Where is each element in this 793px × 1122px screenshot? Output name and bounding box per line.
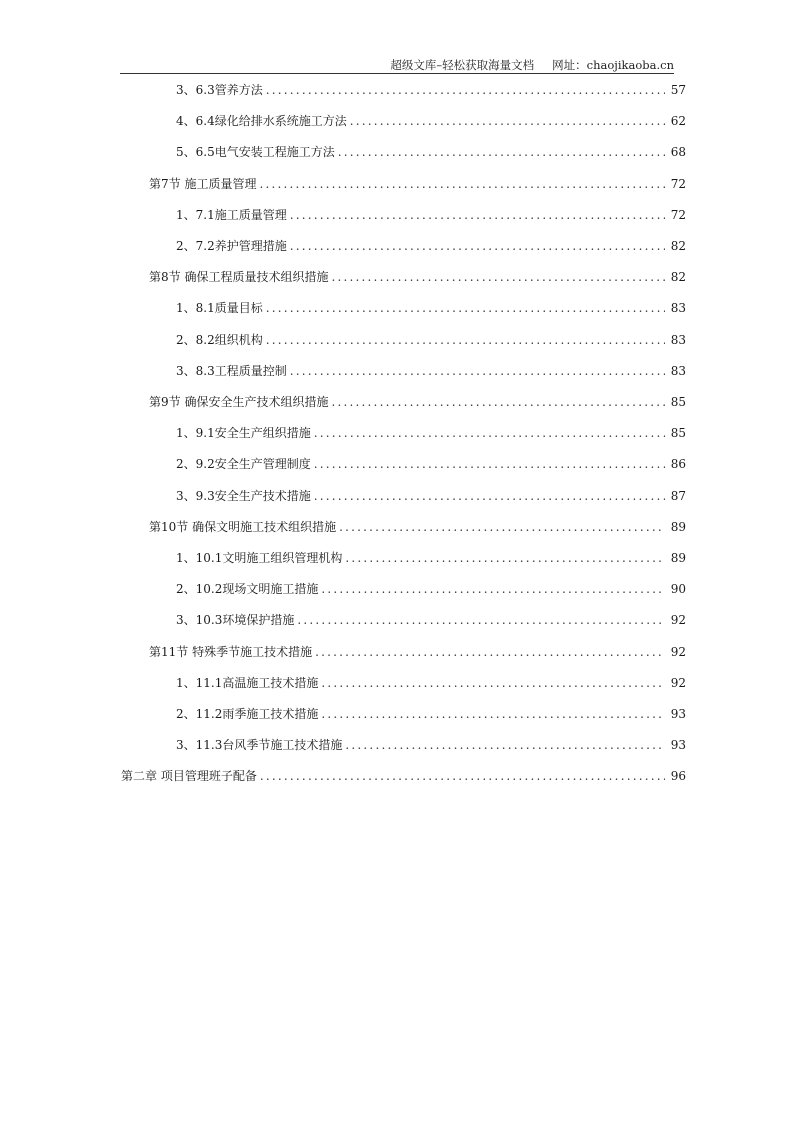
toc-entry-title: 6.4绿化给排水系统施工方法 (195, 114, 347, 129)
toc-entry[interactable] (176, 206, 686, 224)
toc-entry-number: 1、 (176, 551, 196, 565)
toc-entry-number: 3、 (176, 363, 196, 378)
toc-entry-title: 9.3安全生产技术措施 (195, 488, 311, 503)
toc-entry-page-number: 92 (670, 644, 686, 659)
toc-dot-leader (266, 299, 665, 317)
toc-entry-page-number: 93 (670, 707, 686, 721)
toc-entry-title: 第10节 确保文明施工技术组织措施 (149, 519, 337, 534)
toc-dot-leader (290, 206, 665, 224)
toc-entry-number: 3、 (176, 738, 196, 753)
toc-entry-title: 11.1高温施工技术措施 (195, 675, 319, 690)
page-header (120, 57, 674, 73)
toc-entry-number: 2、 (176, 457, 196, 472)
toc-entry-number: 4、 (176, 114, 196, 129)
toc-entry-title: 10.2现场文明施工措施 (195, 582, 319, 597)
toc-entry-title: 11.3台风季节施工技术措施 (195, 738, 343, 753)
toc-entry[interactable] (149, 175, 686, 193)
toc-entry-page-number: 96 (670, 769, 686, 784)
toc-entry[interactable] (121, 767, 686, 785)
toc-dot-leader (314, 487, 665, 505)
toc-dot-leader (331, 268, 664, 286)
toc-dot-leader (321, 705, 664, 723)
toc-entry-number: 2、 (176, 332, 196, 347)
toc-entry-page-number: 83 (670, 363, 686, 378)
toc-dot-leader (314, 424, 665, 442)
toc-entry-number: 2、 (176, 582, 196, 597)
toc-entry-page-number: 87 (670, 488, 686, 503)
toc-entry-title: 9.2安全生产管理制度 (195, 457, 311, 472)
toc-entry-title: 9.1安全生产组织措施 (195, 426, 311, 441)
header-url-text: 网址：chaojikaoba.cn (552, 58, 674, 72)
toc-entry-page-number: 62 (670, 114, 686, 129)
toc-entry-title: 第二章 项目管理班子配备 (121, 769, 257, 784)
toc-entry-page-number: 83 (670, 332, 686, 347)
toc-dot-leader (331, 393, 664, 411)
toc-entry[interactable] (176, 674, 686, 692)
toc-entry[interactable] (176, 112, 686, 130)
toc-dot-leader (290, 237, 665, 255)
toc-dot-leader (345, 736, 664, 754)
toc-entry-page-number: 86 (670, 457, 686, 472)
toc-entry[interactable] (176, 237, 686, 255)
toc-entry-title: 8.2组织机构 (195, 332, 263, 347)
header-divider (120, 73, 674, 74)
toc-entry[interactable] (176, 331, 686, 349)
toc-entry-title: 10.1文明施工组织管理机构 (195, 551, 343, 565)
toc-entry-page-number: 85 (670, 395, 686, 409)
toc-entry[interactable] (176, 299, 686, 317)
toc-entry-title: 6.5电气安装工程施工方法 (195, 145, 335, 160)
toc-entry-title: 第7节 施工质量管理 (149, 176, 257, 191)
toc-entry[interactable] (176, 487, 686, 505)
toc-entry[interactable] (176, 424, 686, 442)
toc-dot-leader (339, 518, 665, 536)
toc-entry-title: 7.2养护管理措施 (195, 239, 287, 253)
toc-dot-leader (314, 455, 665, 473)
toc-dot-leader (345, 549, 664, 567)
toc-entry-title: 7.1施工质量管理 (195, 207, 287, 222)
toc-entry-page-number: 85 (670, 426, 686, 441)
toc-entry-page-number: 92 (670, 675, 686, 690)
toc-dot-leader (321, 674, 664, 692)
toc-entry-title: 8.3工程质量控制 (195, 363, 287, 378)
toc-entry[interactable] (176, 549, 686, 567)
toc-entry[interactable] (176, 143, 686, 161)
toc-entry-number: 5、 (176, 145, 196, 160)
toc-dot-leader (321, 580, 664, 598)
toc-entry-title: 第8节 确保工程质量技术组织措施 (149, 270, 329, 285)
toc-entry-title: 6.3管养方法 (195, 83, 263, 97)
toc-entry-page-number: 57 (670, 83, 686, 97)
toc-entry-page-number: 72 (670, 176, 686, 191)
toc-dot-leader (266, 81, 665, 99)
toc-entry[interactable] (176, 455, 686, 473)
toc-entry-page-number: 90 (670, 582, 686, 597)
toc-entry[interactable] (176, 705, 686, 723)
toc-entry-title: 第9节 确保安全生产技术组织措施 (149, 395, 329, 409)
toc-entry[interactable] (176, 736, 686, 754)
toc-entry[interactable] (176, 362, 686, 380)
toc-entry-number: 1、 (176, 426, 196, 441)
toc-entry-number: 3、 (176, 613, 196, 628)
header-site-text: 超级文库–轻松获取海量文档 (390, 58, 535, 72)
toc-entry-page-number: 82 (670, 270, 686, 285)
toc-dot-leader (290, 362, 665, 380)
toc-entry-number: 2、 (176, 707, 196, 721)
toc-entry-number: 1、 (176, 675, 196, 690)
toc-entry-number: 1、 (176, 301, 196, 316)
toc-entry-title: 8.1质量目标 (195, 301, 263, 316)
toc-entry-number: 2、 (176, 239, 196, 253)
toc-dot-leader (266, 331, 665, 349)
toc-entry[interactable] (176, 580, 686, 598)
toc-entry[interactable] (149, 268, 686, 286)
toc-entry[interactable] (149, 518, 686, 536)
toc-entry[interactable] (176, 81, 686, 99)
toc-entry-page-number: 83 (670, 301, 686, 316)
toc-dot-leader (297, 611, 664, 629)
toc-entry-title: 11.2雨季施工技术措施 (195, 707, 319, 721)
toc-dot-leader (315, 643, 665, 661)
toc-dot-leader (350, 112, 665, 130)
toc-entry-page-number: 68 (670, 145, 686, 160)
toc-entry-page-number: 89 (670, 519, 686, 534)
toc-entry-title: 第11节 特殊季节施工技术措施 (149, 644, 313, 659)
toc-entry[interactable] (149, 643, 686, 661)
toc-dot-leader (338, 143, 665, 161)
toc-entry-title: 10.3环境保护措施 (195, 613, 295, 628)
toc-entry-number: 3、 (176, 488, 196, 503)
toc-entry[interactable] (176, 611, 686, 629)
toc-entry[interactable] (149, 393, 686, 411)
toc-entry-page-number: 89 (670, 551, 686, 565)
toc-dot-leader (260, 767, 665, 785)
toc-entry-page-number: 82 (670, 239, 686, 253)
toc-entry-page-number: 92 (670, 613, 686, 628)
toc-entry-page-number: 72 (670, 207, 686, 222)
toc-entry-number: 1、 (176, 207, 196, 222)
toc-entry-number: 3、 (176, 83, 196, 97)
toc-dot-leader (259, 175, 664, 193)
toc-entry-page-number: 93 (670, 738, 686, 753)
